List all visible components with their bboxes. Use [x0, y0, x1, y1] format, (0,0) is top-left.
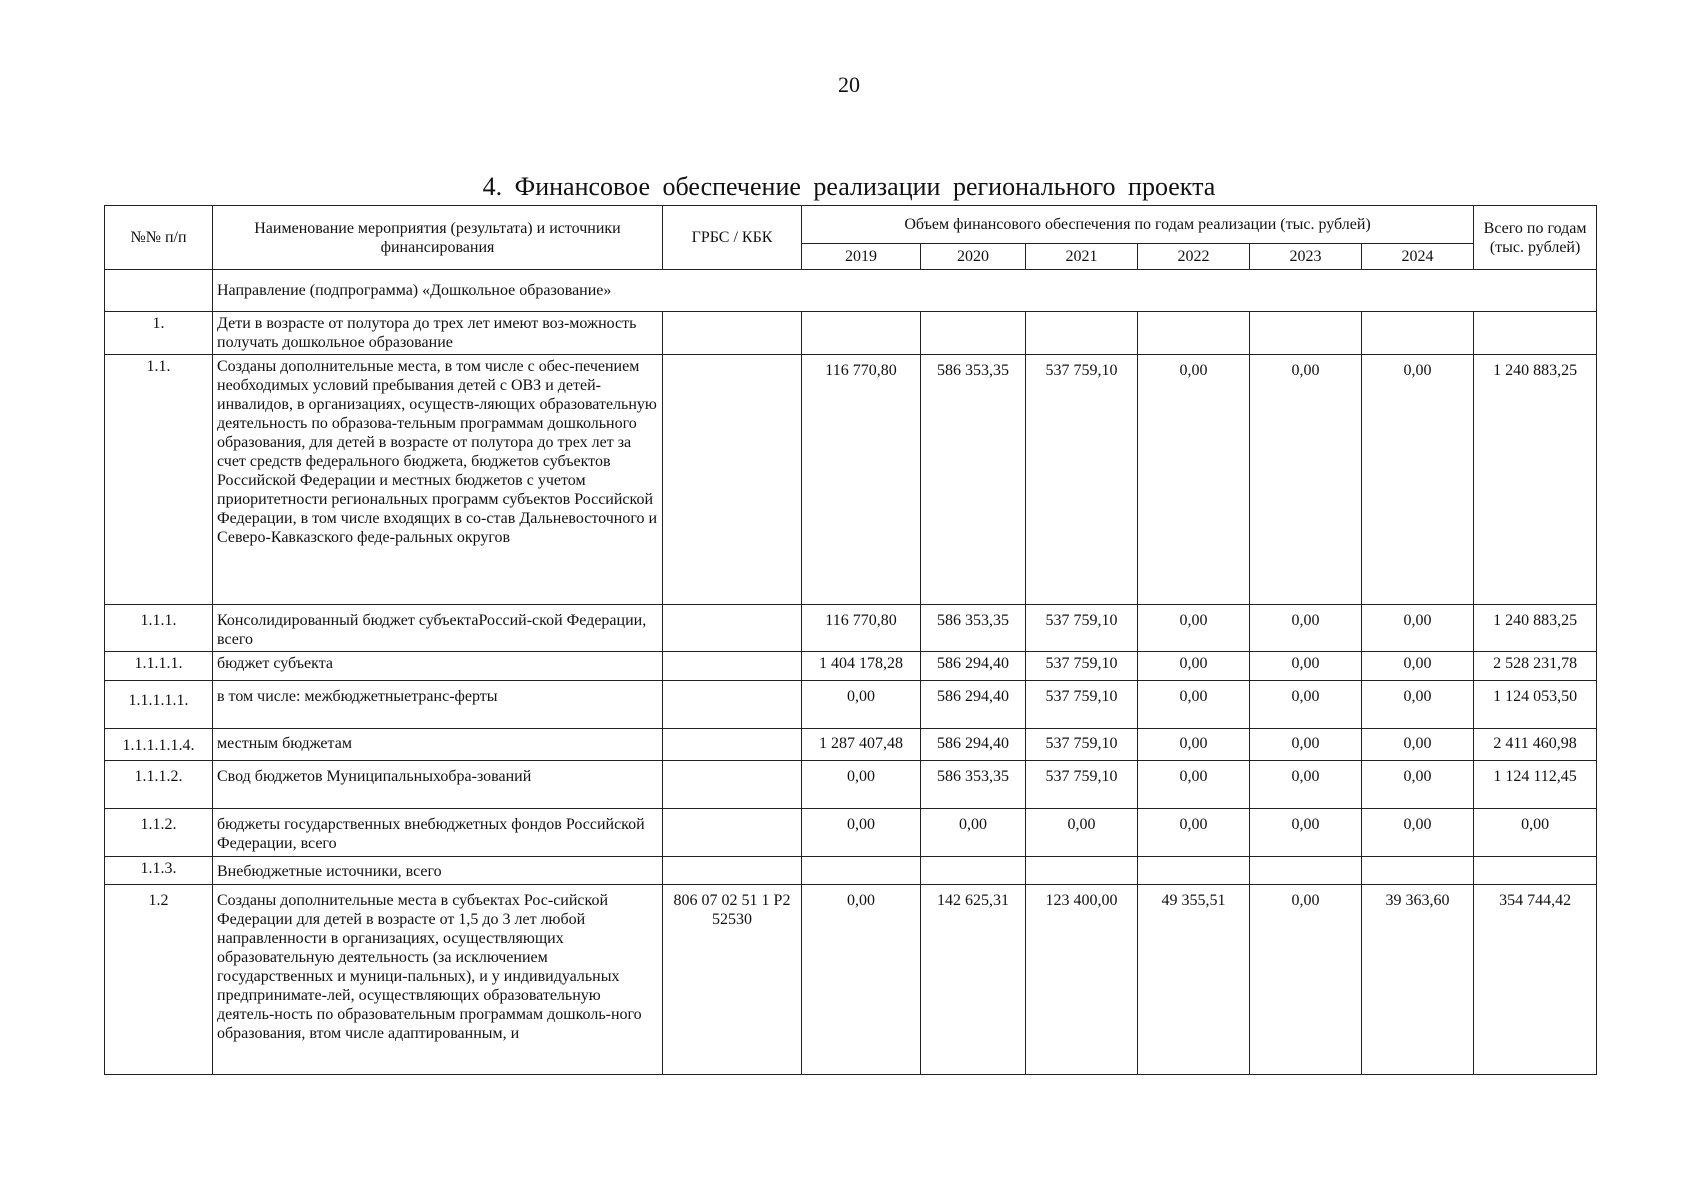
- row-value: [1250, 857, 1362, 885]
- row-total: 1 240 883,25: [1474, 355, 1597, 605]
- header-year: 2019: [802, 244, 921, 270]
- row-value: 0,00: [1250, 681, 1362, 729]
- row-value: 537 759,10: [1026, 355, 1138, 605]
- row-index: 1.1.1.1.1.: [105, 681, 213, 729]
- row-total: [1474, 857, 1597, 885]
- row-code: [663, 605, 802, 652]
- row-value: 586 353,35: [921, 355, 1026, 605]
- row-name: Дети в возрасте от полутора до трех лет имеют воз-можность получать дошкольное образование: [213, 312, 663, 355]
- row-index: 1.1.: [105, 355, 213, 605]
- row-value: 537 759,10: [1026, 652, 1138, 681]
- header-year: 2024: [1362, 244, 1474, 270]
- row-index: 1.: [105, 312, 213, 355]
- row-value: 0,00: [1250, 729, 1362, 761]
- row-value: [1250, 312, 1362, 355]
- row-value: 0,00: [1138, 809, 1250, 857]
- table-row: [105, 681, 1597, 729]
- table-row: [105, 729, 1597, 761]
- table-row: [105, 809, 1597, 857]
- row-code: [663, 652, 802, 681]
- row-value: 0,00: [1138, 355, 1250, 605]
- row-value: 0,00: [1138, 729, 1250, 761]
- header-index: №№ п/п: [105, 206, 213, 270]
- row-code: 806 07 02 51 1 Р2 52530: [663, 885, 802, 1075]
- row-value: [802, 857, 921, 885]
- row-value: 0,00: [1026, 809, 1138, 857]
- row-total: 1 124 112,45: [1474, 761, 1597, 809]
- row-value: 116 770,80: [802, 355, 921, 605]
- row-value: 0,00: [1362, 652, 1474, 681]
- row-total: 1 124 053,50: [1474, 681, 1597, 729]
- table-row: [105, 355, 1597, 605]
- row-code: [663, 857, 802, 885]
- row-code: [663, 312, 802, 355]
- row-value: 537 759,10: [1026, 605, 1138, 652]
- row-value: 0,00: [921, 809, 1026, 857]
- row-code: [663, 809, 802, 857]
- row-value: 586 353,35: [921, 761, 1026, 809]
- row-value: 49 355,51: [1138, 885, 1250, 1075]
- header-year: 2020: [921, 244, 1026, 270]
- row-index: 1.2: [105, 885, 213, 1075]
- row-code: [663, 355, 802, 605]
- row-code: [663, 761, 802, 809]
- row-value: [1026, 312, 1138, 355]
- row-value: 537 759,10: [1026, 761, 1138, 809]
- row-total: 354 744,42: [1474, 885, 1597, 1075]
- table-row: [105, 605, 1597, 652]
- row-value: [802, 312, 921, 355]
- row-value: 0,00: [802, 681, 921, 729]
- header-volume: Объем финансового обеспечения по годам реализации (тыс. рублей): [802, 206, 1474, 244]
- row-value: 1 404 178,28: [802, 652, 921, 681]
- row-value: [921, 312, 1026, 355]
- row-value: 0,00: [1362, 809, 1474, 857]
- row-index: 1.1.1.1.: [105, 652, 213, 681]
- row-value: [1026, 857, 1138, 885]
- row-value: 123 400,00: [1026, 885, 1138, 1075]
- row-value: 537 759,10: [1026, 681, 1138, 729]
- direction-index-cell: [105, 270, 213, 312]
- row-name: Созданы дополнительные места в субъектах Рос-сийской Федерации для детей в возрасте от 1,5 до 3 лет любой направленности в организациях, осуществляющих образовательную деятельность (за исключением государственных и муници-пальных), и у индивидуальных предпринимате-лей, осуществляющих образовательную деятель-ность по образовательным программам дошколь-ного образования, втом числе адаптированным, и: [213, 885, 663, 1075]
- row-value: 116 770,80: [802, 605, 921, 652]
- row-total: [1474, 312, 1597, 355]
- row-value: 0,00: [802, 885, 921, 1075]
- row-value: 0,00: [1250, 809, 1362, 857]
- row-total: 1 240 883,25: [1474, 605, 1597, 652]
- row-total: 2 528 231,78: [1474, 652, 1597, 681]
- row-name: местным бюджетам: [213, 729, 663, 761]
- row-code: [663, 681, 802, 729]
- row-value: [1362, 857, 1474, 885]
- row-index: 1.1.1.: [105, 605, 213, 652]
- table-row: [105, 312, 1597, 355]
- financing-table: [104, 205, 1597, 1075]
- row-value: 0,00: [802, 809, 921, 857]
- table-row: [105, 857, 1597, 885]
- row-value: 0,00: [1138, 681, 1250, 729]
- header-year: 2023: [1250, 244, 1362, 270]
- header-year: 2021: [1026, 244, 1138, 270]
- row-value: 0,00: [1362, 605, 1474, 652]
- header-code: ГРБС / КБК: [663, 206, 802, 270]
- header-name: Наименование мероприятия (результата) и источники финансирования: [213, 206, 663, 270]
- row-value: [1362, 312, 1474, 355]
- row-value: 0,00: [802, 761, 921, 809]
- row-value: 0,00: [1250, 605, 1362, 652]
- row-value: 0,00: [1250, 355, 1362, 605]
- row-name: Консолидированный бюджет субъектаРоссий-ской Федерации, всего: [213, 605, 663, 652]
- header-year: 2022: [1138, 244, 1250, 270]
- row-value: [1138, 857, 1250, 885]
- row-name: в том числе: межбюджетныетранс-ферты: [213, 681, 663, 729]
- row-name: Свод бюджетов Муниципальныхобра-зований: [213, 761, 663, 809]
- page-number: 20: [838, 72, 860, 97]
- row-value: 0,00: [1362, 355, 1474, 605]
- table-row: [105, 761, 1597, 809]
- table-row: [105, 652, 1597, 681]
- row-index: 1.1.2.: [105, 809, 213, 857]
- row-value: [921, 857, 1026, 885]
- row-value: 142 625,31: [921, 885, 1026, 1075]
- direction-row: [105, 270, 1597, 312]
- row-value: 586 294,40: [921, 652, 1026, 681]
- row-value: 0,00: [1250, 761, 1362, 809]
- row-name: бюджеты государственных внебюджетных фондов Российской Федерации, всего: [213, 809, 663, 857]
- row-name: Созданы дополнительные места, в том числе с обес-печением необходимых условий пребывания детей с ОВЗ и детей- инвалидов, в организациях, осуществ-ляющих образовательную деятельность по образова-тельным программам дошкольного образования, для детей в возрасте от полутора до трех лет за счет средств федерального бюджета, бюджетов субъектов Российской Федерации и местных бюджетов с учетом приоритетности региональных программ субъектов Российской Федерации, в том числе входящих в со-став Дальневосточного и Северо-Кавказского феде-ральных округов: [213, 355, 663, 605]
- row-index: 1.1.3.: [105, 857, 213, 885]
- row-value: 537 759,10: [1026, 729, 1138, 761]
- row-value: 586 294,40: [921, 681, 1026, 729]
- row-code: [663, 729, 802, 761]
- row-value: 586 353,35: [921, 605, 1026, 652]
- row-value: 0,00: [1362, 761, 1474, 809]
- row-value: 586 294,40: [921, 729, 1026, 761]
- row-value: 0,00: [1362, 681, 1474, 729]
- row-index: 1.1.1.2.: [105, 761, 213, 809]
- direction-label: Направление (подпрограмма) «Дошкольное образование»: [213, 270, 1597, 312]
- header-total: Всего по годам (тыс. рублей): [1474, 206, 1597, 270]
- row-name: Внебюджетные источники, всего: [213, 857, 663, 885]
- row-name: бюджет субъекта: [213, 652, 663, 681]
- row-value: 1 287 407,48: [802, 729, 921, 761]
- row-value: 0,00: [1138, 761, 1250, 809]
- section-title: 4. Финансовое обеспечение реализации регионального проекта: [482, 172, 1216, 201]
- row-value: 0,00: [1138, 652, 1250, 681]
- row-value: [1138, 312, 1250, 355]
- table-row: [105, 885, 1597, 1075]
- row-total: 2 411 460,98: [1474, 729, 1597, 761]
- row-value: 0,00: [1250, 885, 1362, 1075]
- row-value: 0,00: [1250, 652, 1362, 681]
- row-value: 0,00: [1362, 729, 1474, 761]
- row-index: 1.1.1.1.1.4.: [105, 729, 213, 761]
- row-value: 39 363,60: [1362, 885, 1474, 1075]
- row-value: 0,00: [1138, 605, 1250, 652]
- row-total: 0,00: [1474, 809, 1597, 857]
